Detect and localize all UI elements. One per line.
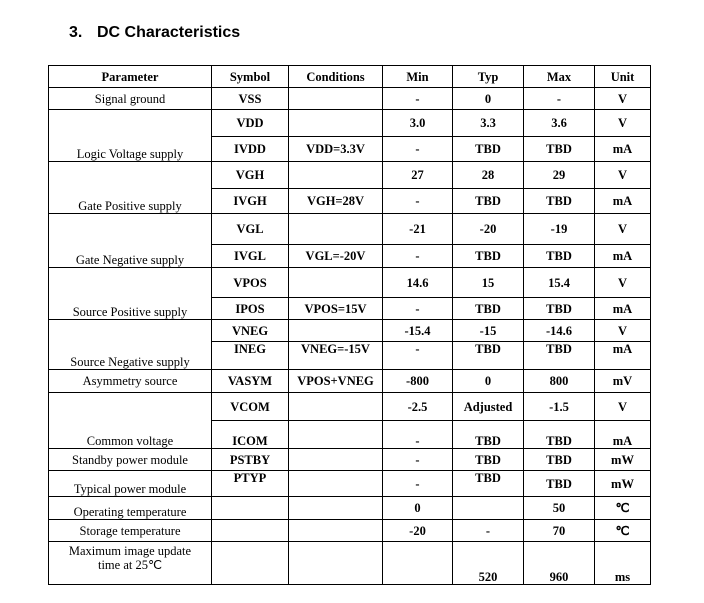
header-parameter: Parameter bbox=[49, 66, 212, 88]
header-unit: Unit bbox=[595, 66, 651, 88]
section-heading bbox=[69, 24, 240, 42]
header-typ: Typ bbox=[453, 66, 524, 88]
param-cell: Source Negative supply bbox=[49, 320, 212, 370]
unit-cell: V bbox=[595, 268, 651, 298]
header-min: Min bbox=[383, 66, 453, 88]
section-number: 3. bbox=[69, 24, 83, 41]
symbol-cell: IVGL bbox=[212, 245, 289, 268]
conditions-cell: VDD=3.3V bbox=[289, 137, 383, 162]
typ-cell: - bbox=[453, 520, 524, 542]
typ-cell: TBD bbox=[453, 342, 524, 370]
conditions-cell: VGH=28V bbox=[289, 189, 383, 214]
param-cell: Gate Negative supply bbox=[49, 214, 212, 268]
symbol-cell: VGH bbox=[212, 162, 289, 189]
max-cell: TBD bbox=[524, 421, 595, 449]
conditions-cell bbox=[289, 471, 383, 497]
conditions-cell bbox=[289, 268, 383, 298]
conditions-cell: VPOS=15V bbox=[289, 298, 383, 320]
param-line: Maximum image update bbox=[68, 544, 192, 558]
unit-cell: ms bbox=[595, 542, 651, 585]
max-cell: -19 bbox=[524, 214, 595, 245]
conditions-cell bbox=[289, 449, 383, 471]
param-line: time at 25℃ bbox=[97, 558, 163, 572]
param-cell: Storage temperature bbox=[49, 520, 212, 542]
table-row bbox=[49, 542, 651, 585]
typ-cell: TBD bbox=[453, 421, 524, 449]
unit-cell: mW bbox=[595, 471, 651, 497]
max-cell: -14.6 bbox=[524, 320, 595, 342]
max-cell: TBD bbox=[524, 245, 595, 268]
typ-cell: TBD bbox=[453, 137, 524, 162]
unit-cell: V bbox=[595, 88, 651, 110]
param-cell: Standby power module bbox=[49, 449, 212, 471]
typ-cell: TBD bbox=[453, 449, 524, 471]
conditions-cell: VNEG=-15V bbox=[289, 342, 383, 370]
conditions-cell bbox=[289, 162, 383, 189]
typ-cell: Adjusted bbox=[453, 393, 524, 421]
typ-cell: 3.3 bbox=[453, 110, 524, 137]
unit-cell: V bbox=[595, 393, 651, 421]
symbol-cell: ICOM bbox=[212, 421, 289, 449]
unit-cell: V bbox=[595, 214, 651, 245]
unit-cell: mA bbox=[595, 189, 651, 214]
unit-cell: ℃ bbox=[595, 520, 651, 542]
max-cell: 70 bbox=[524, 520, 595, 542]
typ-cell: TBD bbox=[453, 471, 524, 497]
symbol-cell: INEG bbox=[212, 342, 289, 370]
table-row bbox=[49, 214, 651, 245]
table-row bbox=[49, 497, 651, 520]
unit-cell: V bbox=[595, 162, 651, 189]
table-row bbox=[49, 393, 651, 421]
symbol-cell: VNEG bbox=[212, 320, 289, 342]
header-conditions: Conditions bbox=[289, 66, 383, 88]
min-cell: 0 bbox=[383, 497, 453, 520]
min-cell: -21 bbox=[383, 214, 453, 245]
conditions-cell bbox=[289, 393, 383, 421]
max-cell: - bbox=[524, 88, 595, 110]
unit-cell: mW bbox=[595, 449, 651, 471]
table-row bbox=[49, 268, 651, 298]
max-cell: 15.4 bbox=[524, 268, 595, 298]
table-row bbox=[49, 162, 651, 189]
max-cell: TBD bbox=[524, 298, 595, 320]
min-cell: - bbox=[383, 88, 453, 110]
table-row bbox=[49, 88, 651, 110]
unit-cell: mA bbox=[595, 421, 651, 449]
symbol-cell: PTYP bbox=[212, 471, 289, 497]
symbol-cell: IVGH bbox=[212, 189, 289, 214]
section-title: DC Characteristics bbox=[97, 24, 241, 41]
unit-cell: mA bbox=[595, 298, 651, 320]
typ-cell: 0 bbox=[453, 88, 524, 110]
max-cell: 29 bbox=[524, 162, 595, 189]
conditions-cell bbox=[289, 214, 383, 245]
table-row bbox=[49, 449, 651, 471]
typ-cell: TBD bbox=[453, 189, 524, 214]
header-max: Max bbox=[524, 66, 595, 88]
unit-cell: mA bbox=[595, 137, 651, 162]
min-cell: -15.4 bbox=[383, 320, 453, 342]
min-cell: 14.6 bbox=[383, 268, 453, 298]
min-cell: 3.0 bbox=[383, 110, 453, 137]
param-cell: Logic Voltage supply bbox=[49, 110, 212, 162]
unit-cell: ℃ bbox=[595, 497, 651, 520]
symbol-cell: IVDD bbox=[212, 137, 289, 162]
min-cell: 27 bbox=[383, 162, 453, 189]
max-cell: 3.6 bbox=[524, 110, 595, 137]
dc-characteristics-table bbox=[48, 65, 651, 585]
typ-cell: 15 bbox=[453, 268, 524, 298]
param-cell: Source Positive supply bbox=[49, 268, 212, 320]
param-cell: Gate Positive supply bbox=[49, 162, 212, 214]
conditions-cell: VPOS+VNEG bbox=[289, 370, 383, 393]
min-cell: - bbox=[383, 471, 453, 497]
param-cell bbox=[49, 542, 212, 585]
min-cell: -800 bbox=[383, 370, 453, 393]
min-cell: -20 bbox=[383, 520, 453, 542]
typ-cell bbox=[453, 497, 524, 520]
min-cell: - bbox=[383, 189, 453, 214]
conditions-cell bbox=[289, 88, 383, 110]
conditions-cell bbox=[289, 520, 383, 542]
typ-cell: -15 bbox=[453, 320, 524, 342]
max-cell: TBD bbox=[524, 471, 595, 497]
min-cell: - bbox=[383, 137, 453, 162]
min-cell: - bbox=[383, 342, 453, 370]
min-cell: -2.5 bbox=[383, 393, 453, 421]
param-cell: Operating temperature bbox=[49, 497, 212, 520]
max-cell: 50 bbox=[524, 497, 595, 520]
min-cell: - bbox=[383, 449, 453, 471]
param-cell: Asymmetry source bbox=[49, 370, 212, 393]
min-cell bbox=[383, 542, 453, 585]
symbol-cell: VCOM bbox=[212, 393, 289, 421]
table-row bbox=[49, 471, 651, 497]
unit-cell: mA bbox=[595, 245, 651, 268]
unit-cell: mV bbox=[595, 370, 651, 393]
typ-cell: TBD bbox=[453, 298, 524, 320]
param-cell: Common voltage bbox=[49, 393, 212, 449]
symbol-cell bbox=[212, 542, 289, 585]
table-row bbox=[49, 320, 651, 342]
param-cell: Signal ground bbox=[49, 88, 212, 110]
table-row bbox=[49, 520, 651, 542]
typ-cell: 28 bbox=[453, 162, 524, 189]
table-row bbox=[49, 110, 651, 137]
symbol-cell bbox=[212, 520, 289, 542]
symbol-cell: VGL bbox=[212, 214, 289, 245]
header-symbol: Symbol bbox=[212, 66, 289, 88]
max-cell: TBD bbox=[524, 342, 595, 370]
max-cell: TBD bbox=[524, 189, 595, 214]
conditions-cell bbox=[289, 421, 383, 449]
table-row bbox=[49, 370, 651, 393]
max-cell: 960 bbox=[524, 542, 595, 585]
param-cell: Typical power module bbox=[49, 471, 212, 497]
symbol-cell: PSTBY bbox=[212, 449, 289, 471]
max-cell: 800 bbox=[524, 370, 595, 393]
min-cell: - bbox=[383, 421, 453, 449]
unit-cell: mA bbox=[595, 342, 651, 370]
max-cell: -1.5 bbox=[524, 393, 595, 421]
symbol-cell: VPOS bbox=[212, 268, 289, 298]
conditions-cell bbox=[289, 497, 383, 520]
symbol-cell: IPOS bbox=[212, 298, 289, 320]
typ-cell: TBD bbox=[453, 245, 524, 268]
conditions-cell bbox=[289, 320, 383, 342]
min-cell: - bbox=[383, 245, 453, 268]
symbol-cell: VDD bbox=[212, 110, 289, 137]
symbol-cell: VASYM bbox=[212, 370, 289, 393]
unit-cell: V bbox=[595, 110, 651, 137]
typ-cell: 520 bbox=[453, 542, 524, 585]
typ-cell: -20 bbox=[453, 214, 524, 245]
conditions-cell bbox=[289, 110, 383, 137]
max-cell: TBD bbox=[524, 449, 595, 471]
min-cell: - bbox=[383, 298, 453, 320]
unit-cell: V bbox=[595, 320, 651, 342]
table-header-row bbox=[49, 66, 651, 88]
conditions-cell: VGL=-20V bbox=[289, 245, 383, 268]
max-cell: TBD bbox=[524, 137, 595, 162]
symbol-cell: VSS bbox=[212, 88, 289, 110]
conditions-cell bbox=[289, 542, 383, 585]
typ-cell: 0 bbox=[453, 370, 524, 393]
symbol-cell bbox=[212, 497, 289, 520]
